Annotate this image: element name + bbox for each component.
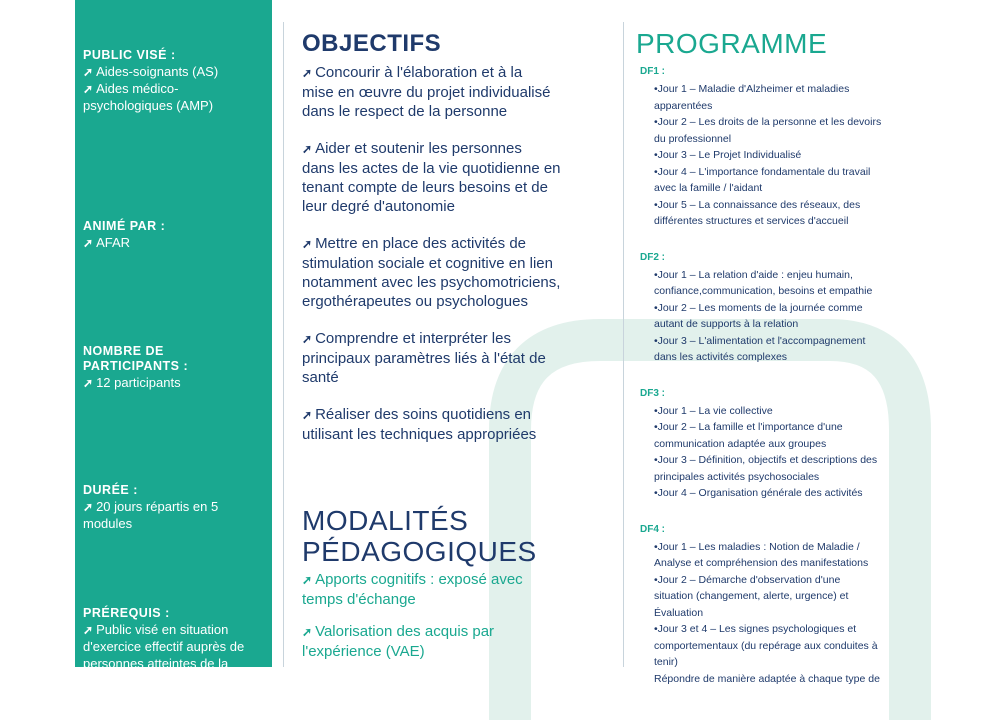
public-title: PUBLIC VISÉ : xyxy=(83,48,176,62)
arrow-northeast-icon: ➚ xyxy=(302,66,313,80)
arrow-northeast-icon: ➚ xyxy=(302,408,313,422)
prerequis-title: PRÉREQUIS : xyxy=(83,606,170,620)
duree-line: ➚ 20 jours répartis en 5 xyxy=(83,499,219,514)
objectif-item: ➚ Concourir à l'élaboration et à la mise en œuvre du projet individualisé dans le respect de la personne xyxy=(302,64,551,120)
divider xyxy=(623,22,624,667)
arrow-northeast-icon: ➚ xyxy=(302,237,313,251)
df4-group: DF4 : •Jour 1 – Les maladies : Notion de Maladie / Analyse et compréhension des manifestations •Jour 2 – Démarche d'observation d'une situation (changement, alerte, urgence) et Évaluation •Jour 3 et 4 – Les signes psychologiques et comportementaux (du repérage aux conduites à tenir) Répondre de manière adaptée à chaque type de xyxy=(636,524,936,688)
modalites-heading: MODALITÉS PÉDAGOGIQUES xyxy=(302,505,537,567)
arrow-northeast-icon: ➚ xyxy=(83,82,94,96)
programme-list xyxy=(636,66,936,709)
arrow-northeast-icon: ➚ xyxy=(83,376,94,390)
participants-block xyxy=(83,344,268,391)
arrow-northeast-icon: ➚ xyxy=(302,332,313,346)
objectif-item: ➚ Réaliser des soins quotidiens en utilisant les techniques appropriées xyxy=(302,406,537,443)
public-line: ➚ Aides-soignants (AS) xyxy=(83,64,219,79)
arrow-northeast-icon: ➚ xyxy=(83,500,94,514)
df-label: DF1 : xyxy=(640,66,665,77)
df1-group: DF1 : •Jour 1 – Maladie d'Alzheimer et maladies apparentées •Jour 2 – Les droits de la personne et les devoirs du professionnel •Jour 3 – Le Projet Individualisé •Jour 4 – L'importance fondamentale du travail avec la famille / l'aidant •Jour 5 – La connaissance des réseaux, des différentes structures et services d'accueil xyxy=(636,66,936,230)
divider xyxy=(283,22,284,667)
participants-line: ➚ 12 participants xyxy=(83,375,181,390)
modalites-list xyxy=(302,570,592,674)
objectif-item: ➚ Comprendre et interpréter les principaux paramètres liés à l'état de santé xyxy=(302,330,546,386)
programme-heading: PROGRAMME xyxy=(636,28,828,59)
arrow-northeast-icon: ➚ xyxy=(302,625,313,639)
duree-line: modules xyxy=(83,516,133,531)
df-label: DF3 : xyxy=(640,387,665,399)
objectif-item: ➚ Mettre en place des activités de stimulation sociale et cognitive en lien notamment avec les psychomotriciens, ergothérapeutes ou psychologues xyxy=(302,235,561,310)
modalite-item: ➚ Valorisation des acquis par l'expérience (VAE) xyxy=(302,623,495,660)
arrow-northeast-icon: ➚ xyxy=(302,142,313,156)
arrow-northeast-icon: ➚ xyxy=(83,65,94,79)
objectif-item: ➚ Aider et soutenir les personnes dans les actes de la vie quotidienne en tenant compte de leurs besoins et de leur degré d'autonomie xyxy=(302,140,561,215)
arrow-northeast-icon: ➚ xyxy=(302,573,313,587)
participants-title: NOMBRE DE xyxy=(83,344,164,358)
arrow-northeast-icon: ➚ xyxy=(83,623,94,637)
df2-group: DF2 : •Jour 1 – La relation d'aide : enjeu humain, confiance,communication, besoins et empathie •Jour 2 – Les moments de la journée comme autant de supports à la relation •Jour 3 – L'alimentation et l'accompagnement dans les activités complexes xyxy=(636,252,936,366)
duree-title: DURÉE : xyxy=(83,483,138,497)
objectifs-list xyxy=(302,63,602,462)
prerequis-block xyxy=(83,606,268,672)
anime-title: ANIMÉ PAR : xyxy=(83,219,166,233)
modalite-item: ➚ Apports cognitifs : exposé avec temps d'échange xyxy=(302,571,523,608)
prerequis-line: personnes atteintes de la xyxy=(83,656,229,671)
prerequis-line: ➚ Public visé en situation xyxy=(83,622,229,637)
anime-line: ➚ AFAR xyxy=(83,235,131,250)
public-block xyxy=(83,48,268,114)
duree-block xyxy=(83,483,268,532)
arrow-northeast-icon: ➚ xyxy=(83,236,94,250)
df-label: DF2 : xyxy=(640,251,665,263)
prerequis-line: d'exercice effectif auprès de xyxy=(83,639,245,654)
sidebar xyxy=(75,0,272,671)
df-label: DF4 : xyxy=(640,523,665,535)
participants-title: PARTICIPANTS : xyxy=(83,359,189,373)
public-line: psychologiques (AMP) xyxy=(83,98,214,113)
anime-block xyxy=(83,219,268,251)
df3-group: DF3 : •Jour 1 – La vie collective •Jour 2 – La famille et l'importance d'une communication adaptée aux groupes •Jour 3 – Définition, objectifs et descriptions des principales activités psychosociales •Jour 4 – Organisation générale des activités xyxy=(636,388,936,502)
objectifs-heading: OBJECTIFS xyxy=(302,30,442,57)
public-line: ➚ Aides médico- xyxy=(83,81,179,96)
